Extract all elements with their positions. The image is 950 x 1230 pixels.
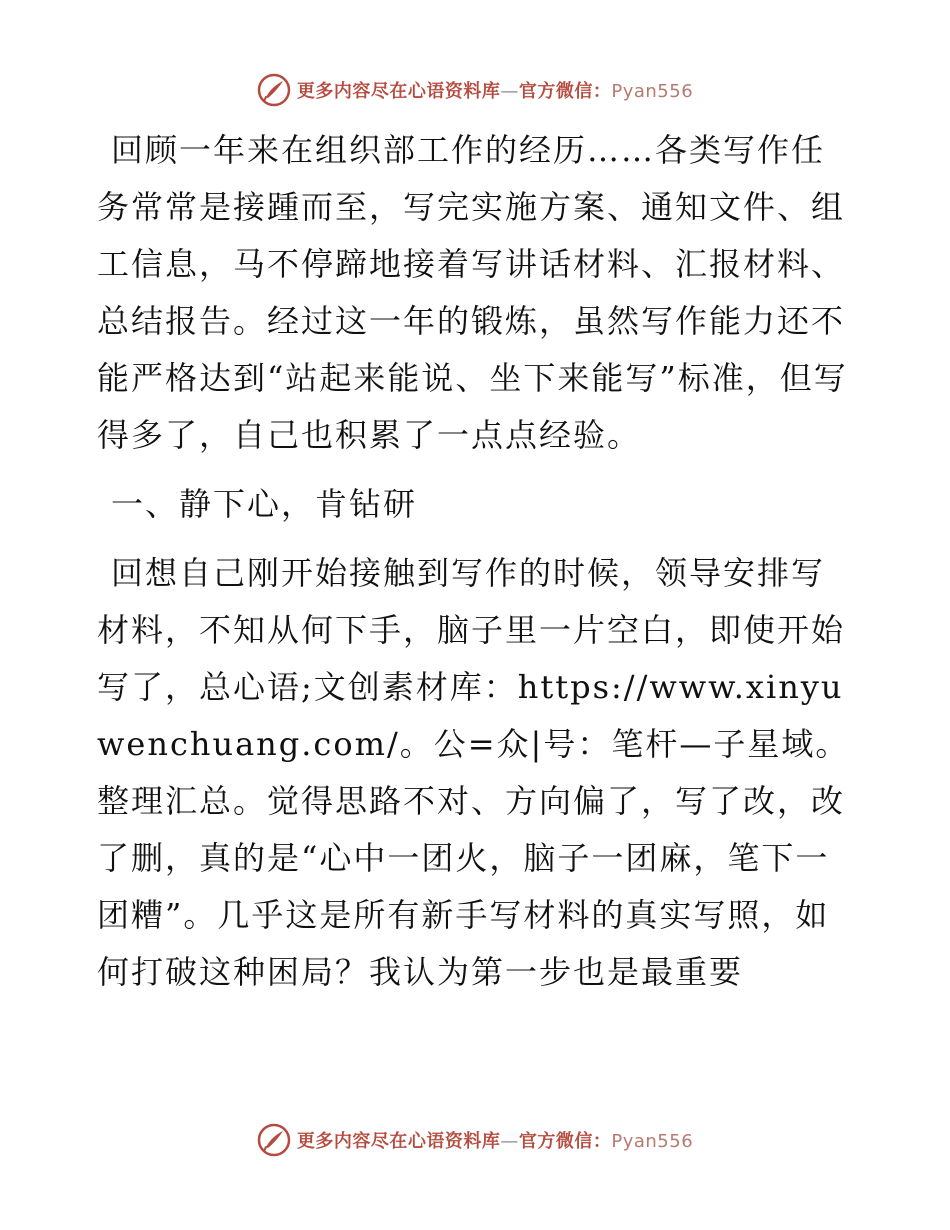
header-wechat-id: Pyan556 <box>611 81 694 102</box>
header-official-label: 官方微信： <box>518 81 612 102</box>
footer-watermark <box>0 1120 950 1160</box>
footer-main-text: 更多内容尽在心语资料库 <box>296 1131 501 1152</box>
footer-watermark-text <box>297 1127 693 1153</box>
header-watermark <box>0 70 950 110</box>
paragraph-intro: 回顾一年来在组织部工作的经历……各类写作任务常常是接踵而至，写完实施方案、通知文件、组工信息，马不停蹄地接着写讲话材料、汇报材料、总结报告。经过这一年的锻炼，虽然写作能力还不能严格达到“站起来能说、坐下来能写”标准，但写得多了，自己也积累了一点点经验。 <box>97 131 848 454</box>
paragraph-section-1: 回想自己刚开始接触到写作的时候，领导安排写材料，不知从何下手，脑子里一片空白，即使开始写了，总心语;文创素材库：https://www.xinyuwenchuang.com/。公=众|号：笔杆—子星域。整理汇总。觉得思路不对、方向偏了，写了改，改了删，真的是“心中一团火，脑子一团麻，笔下一团糟”。几乎这是所有新手写材料的真实写照，如何打破这种困局？我认为第一步也是最重要 <box>97 554 850 991</box>
quill-pen-logo-icon <box>257 73 291 107</box>
footer-dash: — <box>500 1131 519 1152</box>
footer-wechat-id: Pyan556 <box>611 1131 694 1152</box>
document-body <box>97 122 857 1013</box>
quill-pen-logo-icon <box>257 1123 291 1157</box>
header-dash: — <box>500 81 519 102</box>
section-heading-1: 一、静下心，肯钻研 <box>111 485 418 523</box>
header-main-text: 更多内容尽在心语资料库 <box>296 81 501 102</box>
footer-official-label: 官方微信： <box>518 1131 612 1152</box>
header-watermark-text <box>297 77 693 103</box>
